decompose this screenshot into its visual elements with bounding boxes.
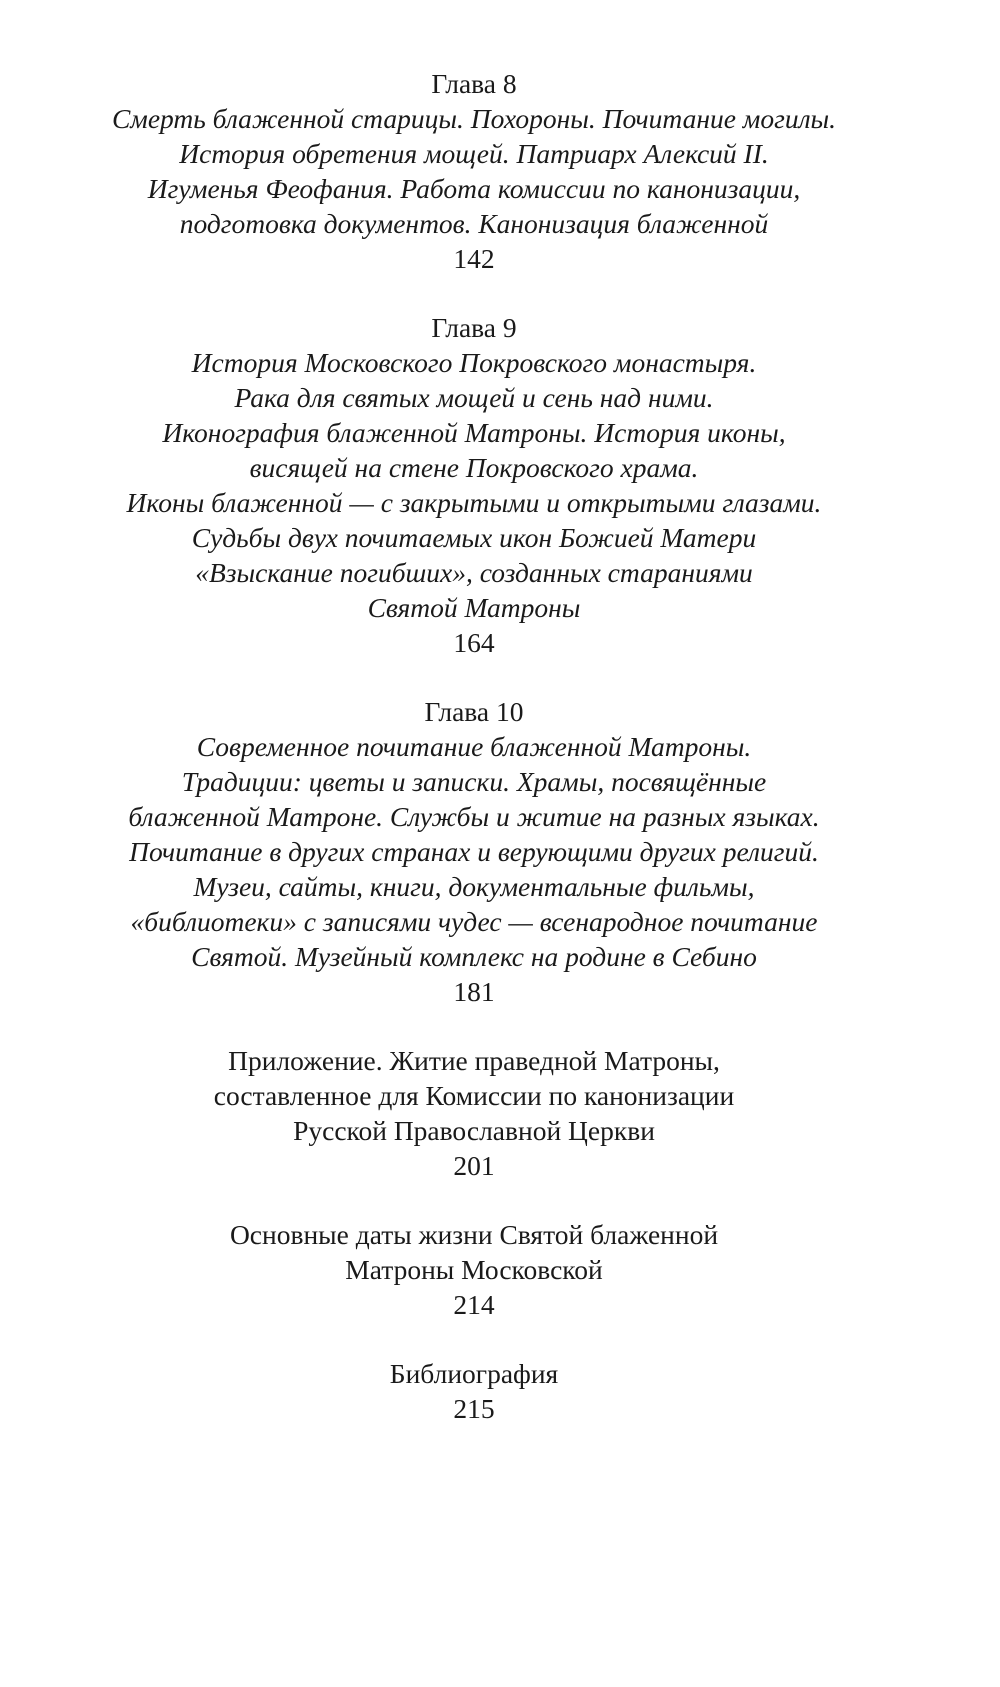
chapter-summary-line: Игуменья Феофания. Работа комиссии по канонизации, (147, 173, 801, 204)
chapter-summary-line: висящей на стене Покровского храма. (249, 452, 699, 483)
page-number: 164 (453, 627, 495, 658)
toc-entry-appendix (80, 1043, 868, 1183)
chapter-heading: Глава 9 (431, 312, 517, 343)
section-title-line: составленное для Комиссии по канонизации (213, 1080, 735, 1111)
chapter-summary-line: Святой. Музейный комплекс на родине в Себино (191, 941, 757, 972)
toc-entry-chapter-10 (80, 694, 868, 1009)
page-number: 215 (453, 1393, 495, 1424)
chapter-summary-line: «Взыскание погибших», созданных стараниями (195, 557, 753, 588)
toc-entry-chapter-9 (80, 310, 868, 660)
chapter-summary-line: Рака для святых мощей и сень над ними. (234, 382, 714, 413)
chapter-summary-line: блаженной Матроне. Службы и житие на разных языках. (128, 801, 820, 832)
chapter-summary-line: Музеи, сайты, книги, документальные фильмы, (193, 871, 755, 902)
chapter-summary-line: Судьбы двух почитаемых икон Божией Матери (191, 522, 757, 553)
chapter-summary-line: «библиотеки» с записями чудес — всенародное почитание (130, 906, 818, 937)
chapter-heading: Глава 10 (424, 696, 524, 727)
chapter-summary-line: Святой Матроны (367, 592, 581, 623)
chapter-summary-line: История обретения мощей. Патриарх Алексий II. (179, 138, 769, 169)
toc-entry-dates (80, 1217, 868, 1322)
page-number: 181 (453, 976, 495, 1007)
chapter-summary-line: Почитание в других странах и верующими других религий. (129, 836, 819, 867)
chapter-summary-line: подготовка документов. Канонизация блаженной (179, 208, 769, 239)
section-title-line: Приложение. Житие праведной Матроны, (228, 1045, 720, 1076)
section-title-line: Матроны Московской (345, 1254, 603, 1285)
chapter-summary-line: Иконография блаженной Матроны. История иконы, (162, 417, 786, 448)
page-number: 142 (453, 243, 495, 274)
toc-entry-chapter-8 (80, 66, 868, 276)
toc-entry-bibliography (80, 1356, 868, 1426)
section-title-line: Основные даты жизни Святой блаженной (229, 1219, 719, 1250)
chapter-summary-line: История Московского Покровского монастыря. (191, 347, 757, 378)
chapter-summary-line: Иконы блаженной — с закрытыми и открытыми глазами. (126, 487, 822, 518)
section-title-line: Библиография (389, 1358, 559, 1389)
section-title-line: Русской Православной Церкви (293, 1115, 655, 1146)
chapter-summary-line: Современное почитание блаженной Матроны. (196, 731, 752, 762)
chapter-summary-line: Традиции: цветы и записки. Храмы, посвящённые (181, 766, 767, 797)
table-of-contents (80, 66, 868, 1460)
chapter-heading: Глава 8 (431, 68, 517, 99)
chapter-summary-line: Смерть блаженной старицы. Похороны. Почитание могилы. (111, 103, 837, 134)
page-number: 214 (453, 1289, 495, 1320)
page-number: 201 (453, 1150, 495, 1181)
